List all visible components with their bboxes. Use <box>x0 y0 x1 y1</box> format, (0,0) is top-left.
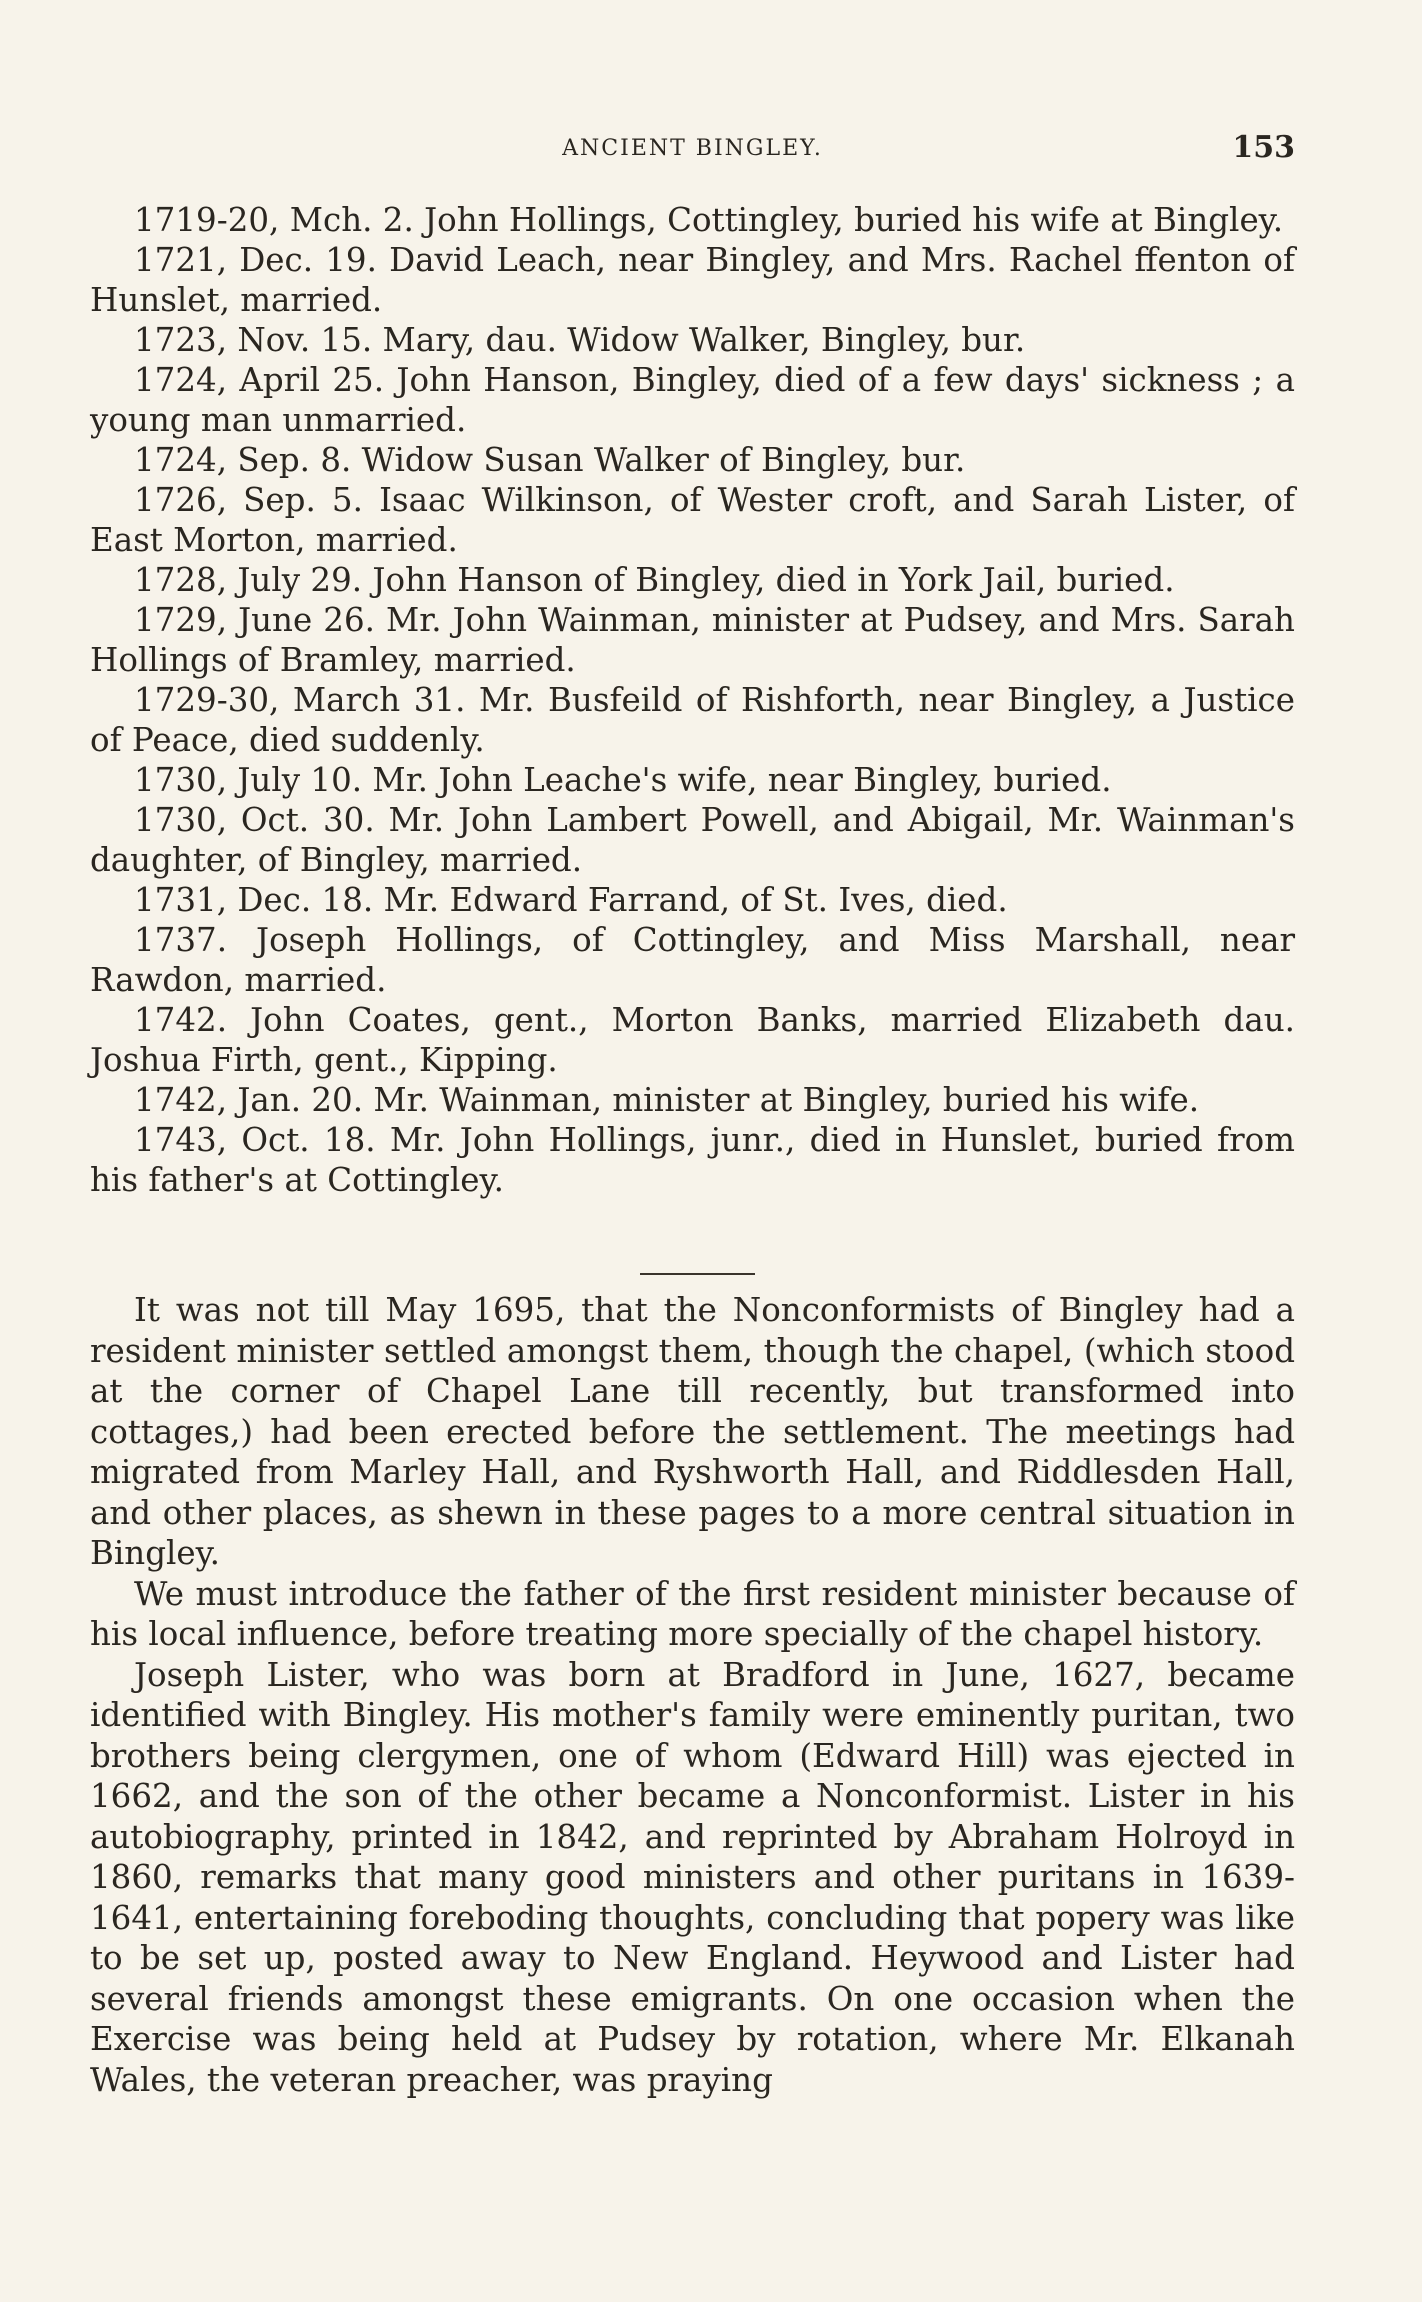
body-paragraph: It was not till May 1695, that the Nonconformists of Bingley had a resident minister settled amongst them, though the chapel, (which stood at the corner of Chapel Lane till recently, but transformed into cottages,) had been erected before the settlement. The meetings had migrated from Marley Hall, and Ryshworth Hall, and Riddlesden Hall, and other places, as shewn in these pages to a more central situation in Bingley. <box>90 1291 1295 1572</box>
body-paragraph: Joseph Lister, who was born at Bradford in June, 1627, became identified with Bingley. His mother's family were eminently puritan, two brothers being clergymen, one of whom (Edward Hill) was ejected in 1662, and the son of the other became a Nonconformist. Lister in his autobiography, printed in 1842, and reprinted by Abraham Holroyd in 1860, remarks that many good ministers and other puritans in 1639-1641, entertaining foreboding thoughts, concluding that popery was like to be set up, posted away to New England. Heywood and Lister had several friends amongst these emigrants. On one occasion when the Exercise was being held at Pudsey by rotation, where Mr. Elkanah Wales, the veteran preacher, was praying <box>90 1655 1295 2099</box>
register-entry: 1730, July 10. Mr. John Leache's wife, near Bingley, buried. <box>134 761 1112 799</box>
page-number: 153 <box>1232 130 1295 165</box>
register-entry: 1719-20, Mch. 2. John Hollings, Cottingley, buried his wife at Bingley. <box>134 201 1284 239</box>
section-divider <box>640 1273 755 1275</box>
body-paragraph: We must introduce the father of the first resident minister because of his local influence, before treating more specially of the chapel history. <box>90 1574 1295 1653</box>
register-entry: 1721, Dec. 19. David Leach, near Bingley, and Mrs. Rachel ffenton of Hunslet, married. <box>90 241 1295 319</box>
register-entry: 1729-30, March 31. Mr. Busfeild of Rishforth, near Bingley, a Justice of Peace, died suddenly. <box>90 681 1295 759</box>
register-entry: 1731, Dec. 18. Mr. Edward Farrand, of St. Ives, died. <box>134 881 1008 919</box>
register-entry: 1726, Sep. 5. Isaac Wilkinson, of Wester croft, and Sarah Lister, of East Morton, married. <box>90 481 1295 559</box>
body-text <box>90 1290 1295 2100</box>
running-head <box>90 130 1295 170</box>
register-entry: 1730, Oct. 30. Mr. John Lambert Powell, and Abigail, Mr. Wainman's daughter, of Bingley, married. <box>90 801 1295 879</box>
register-entry: 1743, Oct. 18. Mr. John Hollings, junr., died in Hunslet, buried from his father's at Cottingley. <box>90 1121 1295 1199</box>
running-title: ANCIENT BINGLEY. <box>562 136 823 161</box>
register-entry: 1737. Joseph Hollings, of Cottingley, and Miss Marshall, near Rawdon, married. <box>90 921 1295 999</box>
register-entry: 1729, June 26. Mr. John Wainman, minister at Pudsey, and Mrs. Sarah Hollings of Bramley, married. <box>90 601 1295 679</box>
register-entry: 1723, Nov. 15. Mary, dau. Widow Walker, Bingley, bur. <box>134 321 1026 359</box>
register-entry: 1742, Jan. 20. Mr. Wainman, minister at Bingley, buried his wife. <box>134 1081 1200 1119</box>
register-entry: 1728, July 29. John Hanson of Bingley, died in York Jail, buried. <box>134 561 1175 599</box>
register-entry: 1724, April 25. John Hanson, Bingley, died of a few days' sickness ; a young man unmarried. <box>90 361 1295 439</box>
register-entries <box>90 200 1295 1200</box>
register-entry: 1742. John Coates, gent., Morton Banks, married Elizabeth dau. Joshua Firth, gent., Kipping. <box>90 1001 1295 1079</box>
register-entry: 1724, Sep. 8. Widow Susan Walker of Bingley, bur. <box>134 441 966 479</box>
